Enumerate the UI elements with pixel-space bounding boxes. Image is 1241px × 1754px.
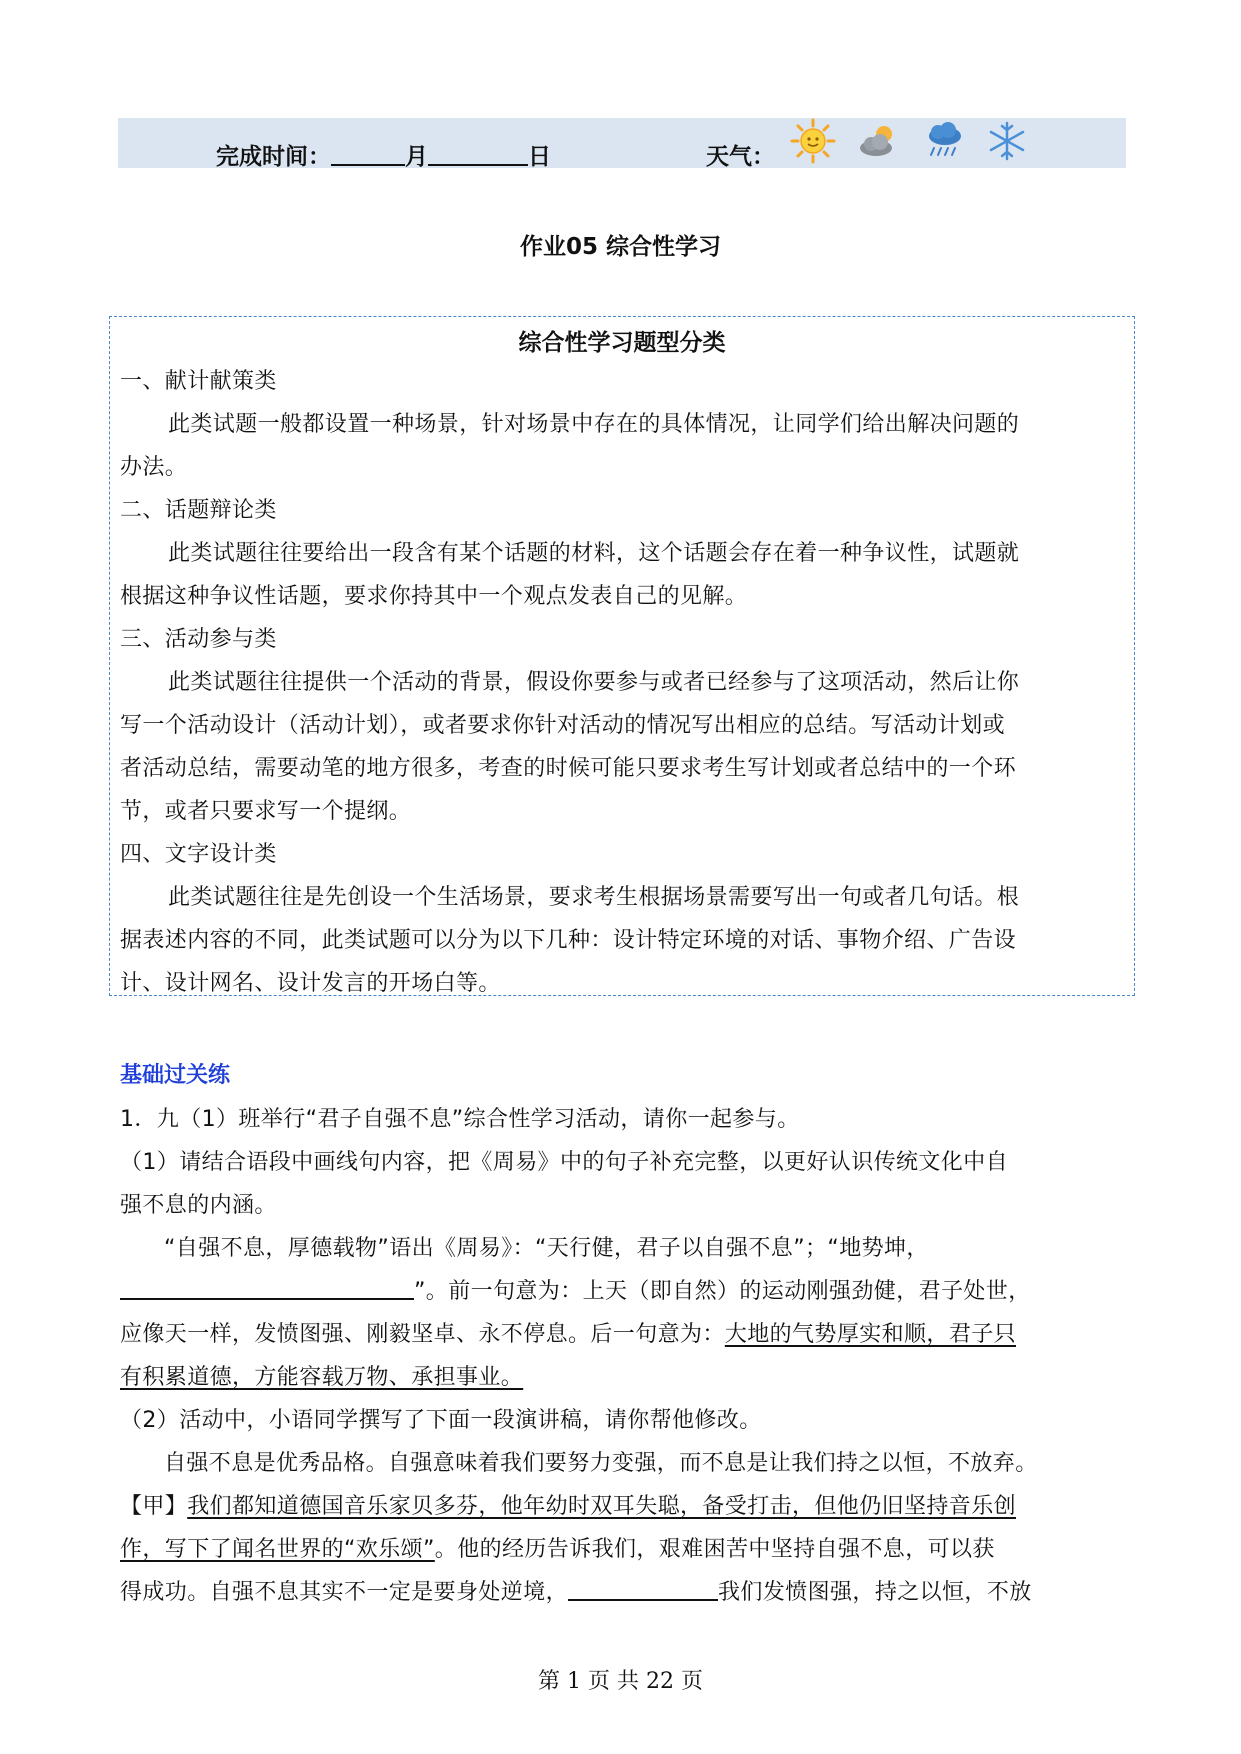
- subquestion-2: （2）活动中，小语同学撰写了下面一段演讲稿，请你帮他修改。: [120, 1408, 762, 1433]
- box-title: 综合性学习题型分类: [518, 330, 726, 356]
- box-text-line: 根据这种争议性话题，要求你持其中一个观点发表自己的见解。: [120, 584, 748, 609]
- box-text-line: 者活动总结，需要动笔的地方很多，考查的时候可能只要求考生写计划或者总结中的一个环: [120, 756, 1017, 781]
- explanation-text: 应像天一样，发愤图强、刚毅坚卓、永不停息。后一句意为：: [120, 1322, 725, 1347]
- box-text-line: 写一个活动设计（活动计划），或者要求你针对活动的情况写出相应的总结。写活动计划或: [120, 713, 1006, 738]
- box-text-line: 办法。: [120, 455, 188, 480]
- section-heading: 基础过关练: [120, 1063, 231, 1088]
- box-text-line: 此类试题往往提供一个活动的背景，假设你要参与或者已经参与了这项活动，然后让你: [168, 670, 1020, 695]
- question-1-stem: 1．九（1）班举行“君子自强不息”综合性学习活动，请你一起参与。: [120, 1107, 800, 1132]
- fill-blank-text: ”。前一句意为：上天（即自然）的运动刚强劲健，君子处世，: [414, 1279, 1031, 1304]
- quote-line: “自强不息，厚德载物”语出《周易》：“天行健，君子以自强不息”；“地势坤，: [164, 1236, 929, 1261]
- snow-icon[interactable]: [984, 118, 1030, 164]
- speech-text: 得成功。自强不息其实不一定是要身处逆境，: [120, 1580, 569, 1605]
- month-label: 月: [405, 144, 428, 170]
- explanation-line: [120, 1317, 1016, 1348]
- subquestion-1-cont: 强不息的内涵。: [120, 1193, 277, 1218]
- speech-text: 我们发愤图强，持之以恒，不放: [718, 1580, 1032, 1605]
- category-heading-2: 二、话题辩论类: [120, 498, 277, 523]
- underlined-sentence: 我们都知道德国音乐家贝多芬，他年幼时双耳失聪，备受打击，但他仍旧坚持音乐创: [187, 1494, 1017, 1519]
- box-text-line: 据表述内容的不同，此类试题可以分为以下几种：设计特定环境的对话、事物介绍、广告设: [120, 928, 1017, 953]
- speech-text-line: [120, 1489, 1016, 1520]
- underlined-sentence: 有积累道德，方能容载万物、承担事业。: [120, 1365, 524, 1390]
- category-heading-3: 三、活动参与类: [120, 627, 277, 652]
- marker-jia: 【甲】: [120, 1494, 188, 1519]
- speech-text-line: 自强不息是优秀品格。自强意味着我们要努力变强，而不息是让我们持之以恒，不放弃。: [164, 1451, 1038, 1476]
- box-text-line: 节，或者只要求写一个提纲。: [120, 799, 412, 824]
- explanation-line-cont: [120, 1360, 523, 1391]
- answer-blank[interactable]: [568, 1579, 718, 1601]
- sun-icon[interactable]: [790, 118, 836, 164]
- page-number: 第 1 页 共 22 页: [538, 1669, 703, 1694]
- answer-blank[interactable]: [120, 1278, 414, 1300]
- weather-label: 天气：: [706, 144, 775, 170]
- box-text-line: 此类试题往往要给出一段含有某个话题的材料，这个话题会存在着一种争议性，试题就: [168, 541, 1020, 566]
- completion-time-row: [216, 138, 551, 171]
- subquestion-1: （1）请结合语段中画线句内容，把《周易》中的句子补充完整，以更好认识传统文化中自: [120, 1150, 1008, 1175]
- day-label: 日: [528, 144, 551, 170]
- underlined-sentence: 大地的气势厚实和顺，君子只: [724, 1322, 1017, 1347]
- category-heading-4: 四、文字设计类: [120, 842, 277, 867]
- document-title: 作业05 综合性学习: [519, 234, 721, 260]
- speech-text-line: [120, 1532, 995, 1563]
- day-blank[interactable]: [428, 144, 528, 166]
- category-heading-1: 一、献计献策类: [120, 369, 277, 394]
- box-text-line: 此类试题往往是先创设一个生活场景，要求考生根据场景需要写出一句或者几句话。根: [168, 885, 1020, 910]
- cloudy-icon[interactable]: [856, 118, 902, 164]
- speech-text-line: [120, 1575, 1032, 1606]
- speech-text: 。他的经历告诉我们，艰难困苦中坚持自强不息，可以获: [434, 1537, 995, 1562]
- completion-label: 完成时间：: [216, 144, 331, 170]
- underlined-sentence: 作，写下了闻名世界的“欢乐颂”: [120, 1537, 435, 1562]
- box-text-line: 此类试题一般都设置一种场景，针对场景中存在的具体情况，让同学们给出解决问题的: [168, 412, 1020, 437]
- month-blank[interactable]: [331, 144, 405, 166]
- rain-icon[interactable]: [922, 118, 968, 164]
- box-text-line: 计、设计网名、设计发言的开场白等。: [120, 971, 501, 996]
- fill-blank-line: [120, 1274, 1031, 1305]
